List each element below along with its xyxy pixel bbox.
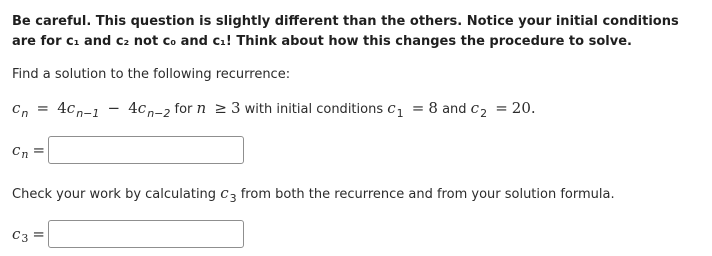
answer-cn-label [12, 141, 48, 159]
recurrence-nmin: 3 [230, 99, 241, 117]
recurrence-term2-sub: n−2 [147, 107, 171, 120]
check-line [12, 184, 615, 204]
ic2-equals: = [495, 99, 508, 117]
recurrence-term1-sub: n−1 [76, 107, 100, 120]
recurrence-term2: c [137, 99, 147, 117]
answer-cn-row [12, 136, 244, 164]
check-var: c [220, 184, 229, 202]
answer-cn-equals: = [32, 141, 46, 159]
ic2-var: c [470, 99, 480, 117]
recurrence-geq: ≥ [214, 99, 227, 117]
ic2-sub: 2 [480, 107, 488, 120]
check-after: from both the recurrence and from your solution formula. [240, 187, 615, 202]
recurrence-for: for [174, 102, 193, 117]
check-before: Check your work by calculating [12, 187, 217, 202]
answer-c3-sub: 3 [21, 231, 29, 245]
answer-c3-label [12, 225, 48, 243]
ic1-var: c [387, 99, 396, 117]
answer-cn-sub: n [21, 147, 29, 161]
recurrence-n: n [196, 99, 207, 117]
recurrence-line [12, 99, 536, 119]
prompt-text: Find a solution to the following recurrence: [12, 67, 291, 82]
answer-c3-row [12, 220, 244, 248]
recurrence-minus: − [107, 99, 121, 117]
cn-answer-input[interactable] [48, 136, 244, 164]
recurrence-equals: = [36, 99, 50, 117]
recurrence-and: and [442, 102, 467, 117]
recurrence-lhs: c [12, 99, 21, 117]
ic1-equals: = [411, 99, 425, 117]
recurrence-coef1: 4 [57, 99, 67, 117]
recurrence-coef2: 4 [128, 99, 138, 117]
recurrence-lhs-sub: n [21, 107, 29, 120]
ic1-value: 8 [428, 99, 438, 117]
recurrence-term1: c [66, 99, 76, 117]
answer-c3-var: c [12, 225, 21, 243]
warning-text: Be careful. This question is slightly different than the others. Notice your initial conditions are for c₁ and c₂ not c₀ and c₁! Think about how this changes the procedure to solve. [12, 14, 679, 49]
answer-c3-equals: = [32, 225, 45, 243]
recurrence-with: with initial conditions [244, 102, 384, 117]
ic2-value: 20. [511, 99, 536, 117]
ic1-sub: 1 [396, 107, 404, 120]
c3-answer-input[interactable] [48, 220, 244, 248]
answer-cn-var: c [12, 141, 21, 159]
check-sub: 3 [229, 192, 237, 205]
